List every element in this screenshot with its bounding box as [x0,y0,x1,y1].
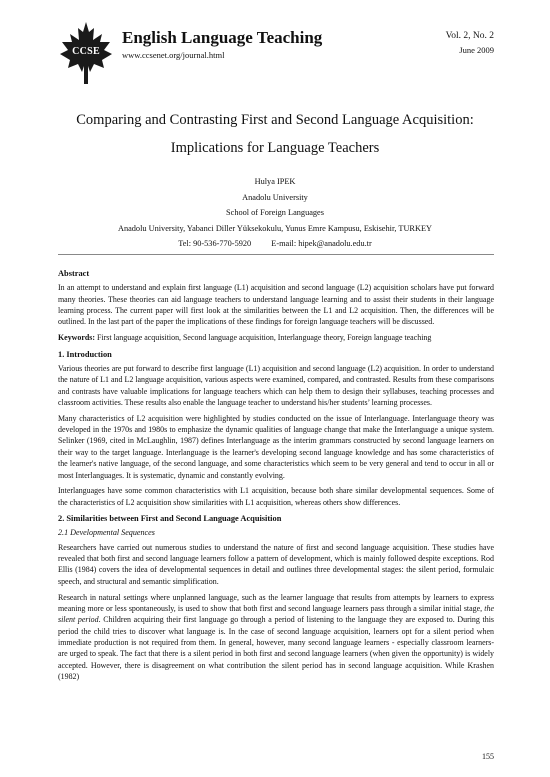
section-2-paragraph-2-end: . Children acquiring their first language go through a period of listening to the language they are exposed to. During this period the child tries to discover what language is. In the case of second language acquisition, learners opt for a silent period when immediate production is not required from them. In general, however, many second language learners - especially classroom learners- are urged to speak. The fact that there is a silent period in both first and second language learners (when given the opportunity) is widely accepted. However, there is disagreement on what contribution the silent period has in second language acquisition. While Krashen (1982) [58,615,494,681]
section-2-heading: 2. Similarities between First and Second Language Acquisition [58,514,282,524]
keywords-line [58,332,494,343]
paper-title-line-1: Comparing and Contrasting First and Second Language Acquisition: [76,112,474,128]
author-affiliation-school: School of Foreign Languages [226,208,324,217]
journal-title: English Language Teaching [122,28,323,47]
section-2-paragraph-2 [58,592,494,683]
logo-label: CCSE [72,46,100,57]
silent-period-term: the silent period [58,603,494,625]
abstract-text: In an attempt to understand and explain first language (L1) acquisition and second language (L2) acquisition scholars have put forward many theories. These theories can aid language teachers to understand language learning and to assist their students in their language learning process. The current paper will first look at the similarities between the L1 and L2 acquisition. Then, the differences will be outlined. In the last part of the paper the implications of these findings for foreign language teachers will be discussed. [58,283,494,327]
author-block [0,174,550,252]
header-divider [58,254,494,255]
section-2-paragraph-1: Researchers have carried out numerous studies to understand the nature of first and second language acquisition. These studies have revealed that both first and second language learners follow a pattern of development, which is mainly followed despite exceptions. Rod Ellis (1984) covers the idea of developmental sequences in detail and outlines three developmental stages: the silent period, formulaic speech, and structural and semantic simplification. [58,542,494,586]
section-1-paragraph-1: Various theories are put forward to describe first language (L1) acquisition and second language (L2) acquisition. In order to understand the nature of L1 and L2 language acquisition, various aspects were examined, compared, and contrasted. Results from these comparisons and contrasts have valuable implications for language teachers which can help them to design their syllabuses, teaching processes and classroom activities. These results also enable the language teacher to understand his/her students’ learning processes. [58,363,494,407]
journal-url[interactable]: www.ccsenet.org/journal.html [122,50,225,60]
author-email[interactable]: E-mail: hipek@anadolu.edu.tr [271,239,372,248]
page-number: 155 [482,752,494,761]
subsection-2-1-heading: 2.1 Developmental Sequences [58,528,155,538]
issue-date: June 2009 [459,45,494,55]
author-contact [0,236,550,252]
section-2-paragraph-2-start: Research in natural settings where unplanned language, such as the learner language that results from attempts by learners to express meaning more or less spontaneously, is used to show that both first and second language learners pass through a similar initial stage, [58,592,494,613]
section-1-heading: 1. Introduction [58,349,112,359]
section-1-paragraph-3: Interlanguages have some common characteristics with L1 acquisition, because both share similar developmental sequences. Some of the characteristics of L2 acquisition show similarities with L1 acquisition, whereas others show differences. [58,486,494,507]
abstract-heading: Abstract [58,269,90,278]
section-1-paragraph-2: Many characteristics of L2 acquisition were highlighted by studies conducted on the issue of Interlanguage. Interlanguage theory was developed in the 1970s and 1980s to emphasize the dynamic qualities of language change that make the Interlanguage a unique system. Selinker (1969, cited in McLaughlin, 1987) defines Interlanguage as the interim grammars constructed by second language learners on their way to the target language. Interlanguage is the learner's developing second language knowledge and has some characteristics of the learner's native language, of the second language, and some characteristics which seem to be very general and tend to occur in all or most Interlanguages. It is systematic, dynamic and constantly evolving. [58,413,494,480]
paper-title-line-2: Implications for Language Teachers [170,140,380,156]
author-tel: Tel: 90-536-770-5920 [178,239,252,248]
author-name: Hulya IPEK [254,177,296,186]
keywords-text: First language acquisition, Second language acquisition, Interlanguage theory, Foreign language teaching [95,333,432,343]
paper-body [58,263,494,687]
volume-number: Vol. 2, No. 2 [445,31,494,41]
keywords-label: Keywords: [58,333,96,343]
author-affiliation-university: Anadolu University [242,192,308,202]
author-address: Anadolu University, Yabanci Diller Yüksekokulu, Yunus Emre Kampusu, Eskisehir, TURKEY [117,223,433,233]
